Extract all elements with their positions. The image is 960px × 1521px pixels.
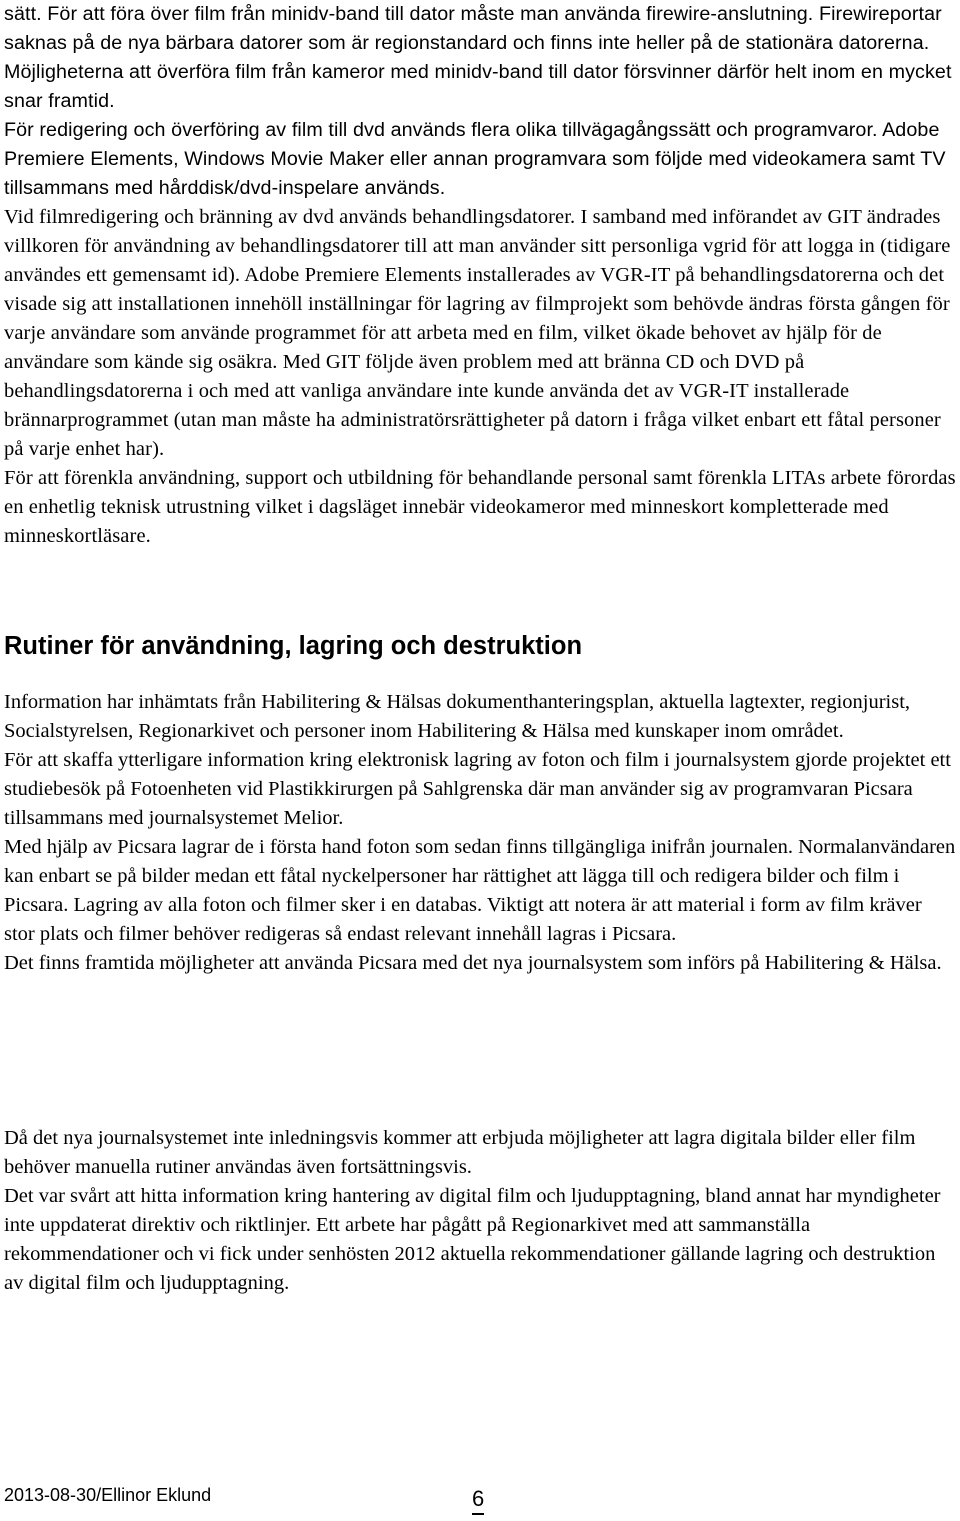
footer-date-author: 2013-08-30/Ellinor Eklund bbox=[4, 1485, 212, 1505]
page-footer bbox=[4, 1483, 956, 1519]
paragraph-study-visit: För att skaffa ytterligare information kring elektronisk lagring av foton och film i journalsystem gjorde projektet ett studiebesök på Fotoenheten vid Plastikkirurgen på Sahlgrenska där man använder sig av programvaran Picsara tillsammans med journalsystemet Melior. bbox=[4, 749, 951, 829]
paragraph-future: Det finns framtida möjligheter att använda Picsara med det nya journalsystem som införs på Habilitering & Hälsa. bbox=[4, 952, 942, 974]
paragraph-picsara: Med hjälp av Picsara lagrar de i första hand foton som sedan finns tillgängliga inifrån journalen. Normalanvändaren kan enbart se på bilder medan ett fåtal nyckelpersoner har rättighet att lägga till och redigera bilder och film i Picsara. Lagring av alla foton och filmer sker i en databas. Viktigt att notera är att material i form av film kräver stor plats och filmer behöver redigeras så endast relevant innehåll lagras i Picsara. bbox=[4, 836, 956, 945]
paragraph-manual-routines: Då det nya journalsystemet inte inledningsvis kommer att erbjuda möjligheter att lagra digitala bilder eller film behöver manuella rutiner användas även fortsättningsvis. bbox=[4, 1127, 916, 1178]
section-manual-routines bbox=[4, 1124, 956, 1298]
section-heading: Rutiner för användning, lagring och destruktion bbox=[4, 632, 583, 660]
page-number: 6 bbox=[472, 1485, 484, 1515]
section-routines bbox=[4, 688, 956, 978]
paragraph-editing-software: För redigering och överföring av film till dvd används flera olika tillvägagångssätt och programvaror. Adobe Premiere Elements, Windows Movie Maker eller annan programvara som följde med videokamera samt TV tillsammans med hårddisk/dvd-inspelare används. bbox=[4, 119, 946, 199]
paragraph-recommendation: För att förenkla användning, support och utbildning för behandlande personal samt förenkla LITAs arbete förordas en enhetlig teknisk utrustning vilket i dagsläget innebär videokameror med minneskort kompletterade med minneskortläsare. bbox=[4, 467, 956, 547]
section-intro bbox=[4, 0, 956, 551]
paragraph-regionarkivet: Det var svårt att hitta information kring hantering av digital film och ljudupptagning, bland annat har myndigheter inte uppdaterat direktiv och riktlinjer. Ett arbete har pågått på Regionarkivet med att sammanställa rekommendationer och vi fick under senhösten 2012 aktuella rekommendationer gällande lagring och destruktion av digital film och ljudupptagning. bbox=[4, 1185, 941, 1294]
paragraph-treatment-computers: Vid filmredigering och bränning av dvd används behandlingsdatorer. I samband med införandet av GIT ändrades villkoren för användning av behandlingsdatorer till att man använder sitt personliga vgrid för att logga in (tidigare användes ett gemensamt id). Adobe Premiere Elements installerades av VGR-IT på behandlingsdatorerna och det visade sig att installationen innehöll inställningar för lagring av filmprojekt som behövde ändras första gången för varje användare som använde programmet för att arbeta med en film, vilket ökade behovet av hjälp för de användare som kände sig osäkra. Med GIT följde även problem med att bränna CD och DVD på behandlingsdatorerna i och med att vanliga användare inte kunde använda det av VGR-IT installerade brännarprogrammet (utan man måste ha administratörsrättigheter på datorn i fråga vilket enbart ett fåtal personer på varje enhet har). bbox=[4, 206, 951, 460]
paragraph-sources: Information har inhämtats från Habilitering & Hälsas dokumenthanteringsplan, aktuella lagtexter, regionjurist, Socialstyrelsen, Regionarkivet och personer inom Habilitering & Hälsa med kunskaper inom området. bbox=[4, 691, 911, 742]
paragraph-firewire: sätt. För att föra över film från minidv-band till dator måste man använda firewire-anslutning. Firewireportar saknas på de nya bärbara datorer som är regionstandard och finns inte heller på de stationära datorerna. Möjligheterna att överföra film från kameror med minidv-band till dator försvinner därför helt inom en mycket snar framtid. bbox=[4, 3, 952, 112]
